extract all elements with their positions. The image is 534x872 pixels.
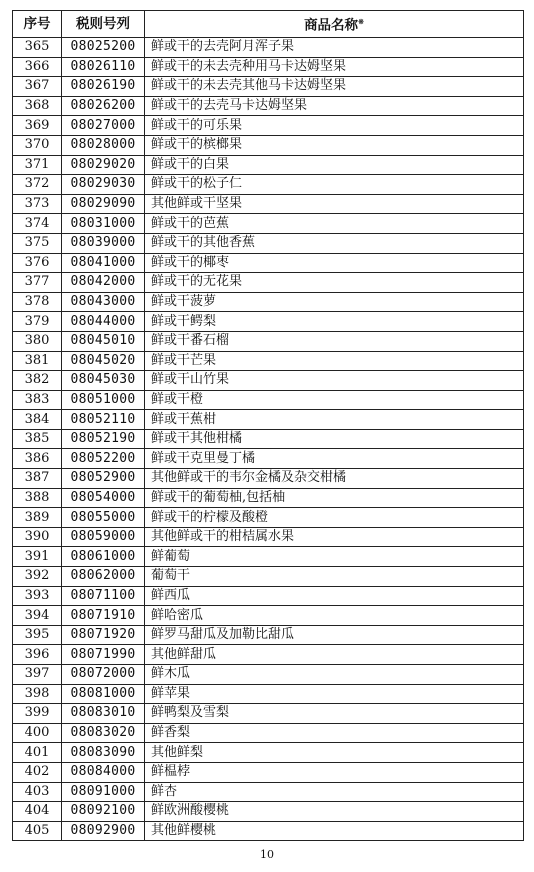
row-seq-cell: 396 [13,645,62,665]
row-seq-cell: 383 [13,390,62,410]
row-seq-cell: 386 [13,449,62,469]
row-name-cell: 鲜西瓜 [145,586,524,606]
row-seq-cell: 393 [13,586,62,606]
table-row [13,743,524,763]
row-seq-cell: 401 [13,743,62,763]
row-name-cell: 鲜或干橙 [145,390,524,410]
table-row [13,57,524,77]
row-name-cell: 鲜罗马甜瓜及加勒比甜瓜 [145,625,524,645]
row-code-cell: 08061000 [62,547,145,567]
table-row [13,38,524,58]
table-row [13,508,524,528]
row-name-cell: 其他鲜或干坚果 [145,194,524,214]
row-name-cell: 鲜或干其他柑橘 [145,429,524,449]
row-name-cell: 其他鲜樱桃 [145,821,524,841]
row-name-cell: 鲜或干的芭蕉 [145,214,524,234]
table-row [13,96,524,116]
row-seq-cell: 390 [13,527,62,547]
row-name-cell: 其他鲜或干的柑桔属水果 [145,527,524,547]
row-code-cell: 08026200 [62,96,145,116]
row-seq-cell: 402 [13,762,62,782]
row-code-cell: 08072000 [62,665,145,685]
row-seq-cell: 370 [13,135,62,155]
row-seq-cell: 391 [13,547,62,567]
row-code-cell: 08042000 [62,273,145,293]
row-seq-cell: 385 [13,429,62,449]
row-code-cell: 08083010 [62,704,145,724]
row-seq-cell: 366 [13,57,62,77]
row-code-cell: 08062000 [62,567,145,587]
table-row [13,214,524,234]
row-code-cell: 08045020 [62,351,145,371]
table-row [13,606,524,626]
row-seq-cell: 365 [13,38,62,58]
row-code-cell: 08051000 [62,390,145,410]
row-name-cell: 其他鲜甜瓜 [145,645,524,665]
row-code-cell: 08071920 [62,625,145,645]
row-code-cell: 08052190 [62,429,145,449]
row-name-cell: 其他鲜梨 [145,743,524,763]
table-row [13,547,524,567]
table-row [13,175,524,195]
row-seq-cell: 372 [13,175,62,195]
row-seq-cell: 405 [13,821,62,841]
row-code-cell: 08029090 [62,194,145,214]
row-seq-cell: 379 [13,312,62,332]
row-name-cell: 鲜哈密瓜 [145,606,524,626]
table-row [13,351,524,371]
row-code-cell: 08027000 [62,116,145,136]
row-seq-cell: 375 [13,233,62,253]
row-name-cell: 鲜或干的椰枣 [145,253,524,273]
row-seq-cell: 400 [13,723,62,743]
row-name-cell: 鲜欧洲酸樱桃 [145,802,524,822]
table-row [13,645,524,665]
row-name-cell: 鲜榅桲 [145,762,524,782]
row-code-cell: 08039000 [62,233,145,253]
table-row [13,782,524,802]
table-row [13,194,524,214]
row-name-cell: 鲜或干的去壳阿月浑子果 [145,38,524,58]
row-code-cell: 08071990 [62,645,145,665]
tariff-table [12,10,524,841]
row-code-cell: 08081000 [62,684,145,704]
header-seq: 序号 [13,11,62,38]
header-code: 税则号列 [62,11,145,38]
header-name-note-mark: ※ [358,17,364,27]
row-name-cell: 鲜或干山竹果 [145,371,524,391]
row-name-cell: 鲜葡萄 [145,547,524,567]
row-seq-cell: 378 [13,292,62,312]
row-name-cell: 鲜或干的松子仁 [145,175,524,195]
header-name-label: 商品名称 [304,17,359,34]
row-code-cell: 08059000 [62,527,145,547]
row-seq-cell: 395 [13,625,62,645]
table-row [13,155,524,175]
row-seq-cell: 377 [13,273,62,293]
row-name-cell: 鲜或干的可乐果 [145,116,524,136]
table-row [13,684,524,704]
table-row [13,77,524,97]
row-code-cell: 08029030 [62,175,145,195]
table-row [13,292,524,312]
row-name-cell: 其他鲜或干的韦尔金橘及杂交柑橘 [145,469,524,489]
table-row [13,331,524,351]
row-name-cell: 鲜或干的未去壳种用马卡达姆坚果 [145,57,524,77]
table-row [13,312,524,332]
table-row [13,625,524,645]
row-seq-cell: 397 [13,665,62,685]
table-row [13,116,524,136]
row-code-cell: 08052900 [62,469,145,489]
row-name-cell: 鲜鸭梨及雪梨 [145,704,524,724]
row-seq-cell: 403 [13,782,62,802]
row-name-cell: 鲜或干鳄梨 [145,312,524,332]
row-name-cell: 鲜或干的未去壳其他马卡达姆坚果 [145,77,524,97]
table-row [13,567,524,587]
row-seq-cell: 373 [13,194,62,214]
row-seq-cell: 381 [13,351,62,371]
row-code-cell: 08083020 [62,723,145,743]
row-code-cell: 08091000 [62,782,145,802]
table-row [13,665,524,685]
table-row [13,390,524,410]
row-seq-cell: 371 [13,155,62,175]
table-row [13,821,524,841]
row-code-cell: 08052110 [62,410,145,430]
row-code-cell: 08092900 [62,821,145,841]
row-name-cell: 葡萄干 [145,567,524,587]
row-seq-cell: 382 [13,371,62,391]
row-seq-cell: 389 [13,508,62,528]
row-seq-cell: 374 [13,214,62,234]
table-row [13,802,524,822]
row-code-cell: 08028000 [62,135,145,155]
row-seq-cell: 368 [13,96,62,116]
table-row [13,527,524,547]
table-body [13,38,524,841]
row-name-cell: 鲜或干的去壳马卡达姆坚果 [145,96,524,116]
row-name-cell: 鲜或干克里曼丁橘 [145,449,524,469]
table-row [13,429,524,449]
table-row [13,273,524,293]
row-seq-cell: 369 [13,116,62,136]
table-row [13,371,524,391]
row-name-cell: 鲜香梨 [145,723,524,743]
table-row [13,723,524,743]
row-code-cell: 08092100 [62,802,145,822]
row-seq-cell: 384 [13,410,62,430]
row-name-cell: 鲜或干菠萝 [145,292,524,312]
row-name-cell: 鲜或干番石榴 [145,331,524,351]
row-code-cell: 08071100 [62,586,145,606]
row-code-cell: 08052200 [62,449,145,469]
table-header [13,11,524,38]
row-seq-cell: 376 [13,253,62,273]
row-name-cell: 鲜或干的无花果 [145,273,524,293]
row-name-cell: 鲜杏 [145,782,524,802]
table-row [13,410,524,430]
header-name [145,11,524,38]
row-code-cell: 08044000 [62,312,145,332]
table-row [13,253,524,273]
row-code-cell: 08029020 [62,155,145,175]
row-code-cell: 08055000 [62,508,145,528]
row-seq-cell: 388 [13,488,62,508]
row-code-cell: 08043000 [62,292,145,312]
row-seq-cell: 387 [13,469,62,489]
table-row [13,704,524,724]
page-number: 10 [260,848,274,861]
row-name-cell: 鲜或干的白果 [145,155,524,175]
row-code-cell: 08054000 [62,488,145,508]
table-row [13,488,524,508]
row-code-cell: 08045030 [62,371,145,391]
row-name-cell: 鲜苹果 [145,684,524,704]
table-row [13,469,524,489]
row-seq-cell: 394 [13,606,62,626]
row-seq-cell: 398 [13,684,62,704]
row-code-cell: 08083090 [62,743,145,763]
row-name-cell: 鲜或干的柠檬及酸橙 [145,508,524,528]
row-seq-cell: 404 [13,802,62,822]
row-code-cell: 08025200 [62,38,145,58]
row-name-cell: 鲜或干的槟榔果 [145,135,524,155]
row-name-cell: 鲜或干蕉柑 [145,410,524,430]
row-seq-cell: 380 [13,331,62,351]
row-name-cell: 鲜或干的葡萄柚,包括柚 [145,488,524,508]
row-seq-cell: 392 [13,567,62,587]
row-code-cell: 08031000 [62,214,145,234]
table-row [13,586,524,606]
row-name-cell: 鲜木瓜 [145,665,524,685]
row-name-cell: 鲜或干芒果 [145,351,524,371]
row-code-cell: 08045010 [62,331,145,351]
row-code-cell: 08026110 [62,57,145,77]
row-code-cell: 08026190 [62,77,145,97]
table-row [13,762,524,782]
row-seq-cell: 399 [13,704,62,724]
row-name-cell: 鲜或干的其他香蕉 [145,233,524,253]
row-seq-cell: 367 [13,77,62,97]
table-row [13,135,524,155]
header-row [13,11,524,38]
row-code-cell: 08041000 [62,253,145,273]
table-row [13,449,524,469]
table-row [13,233,524,253]
row-code-cell: 08071910 [62,606,145,626]
row-code-cell: 08084000 [62,762,145,782]
